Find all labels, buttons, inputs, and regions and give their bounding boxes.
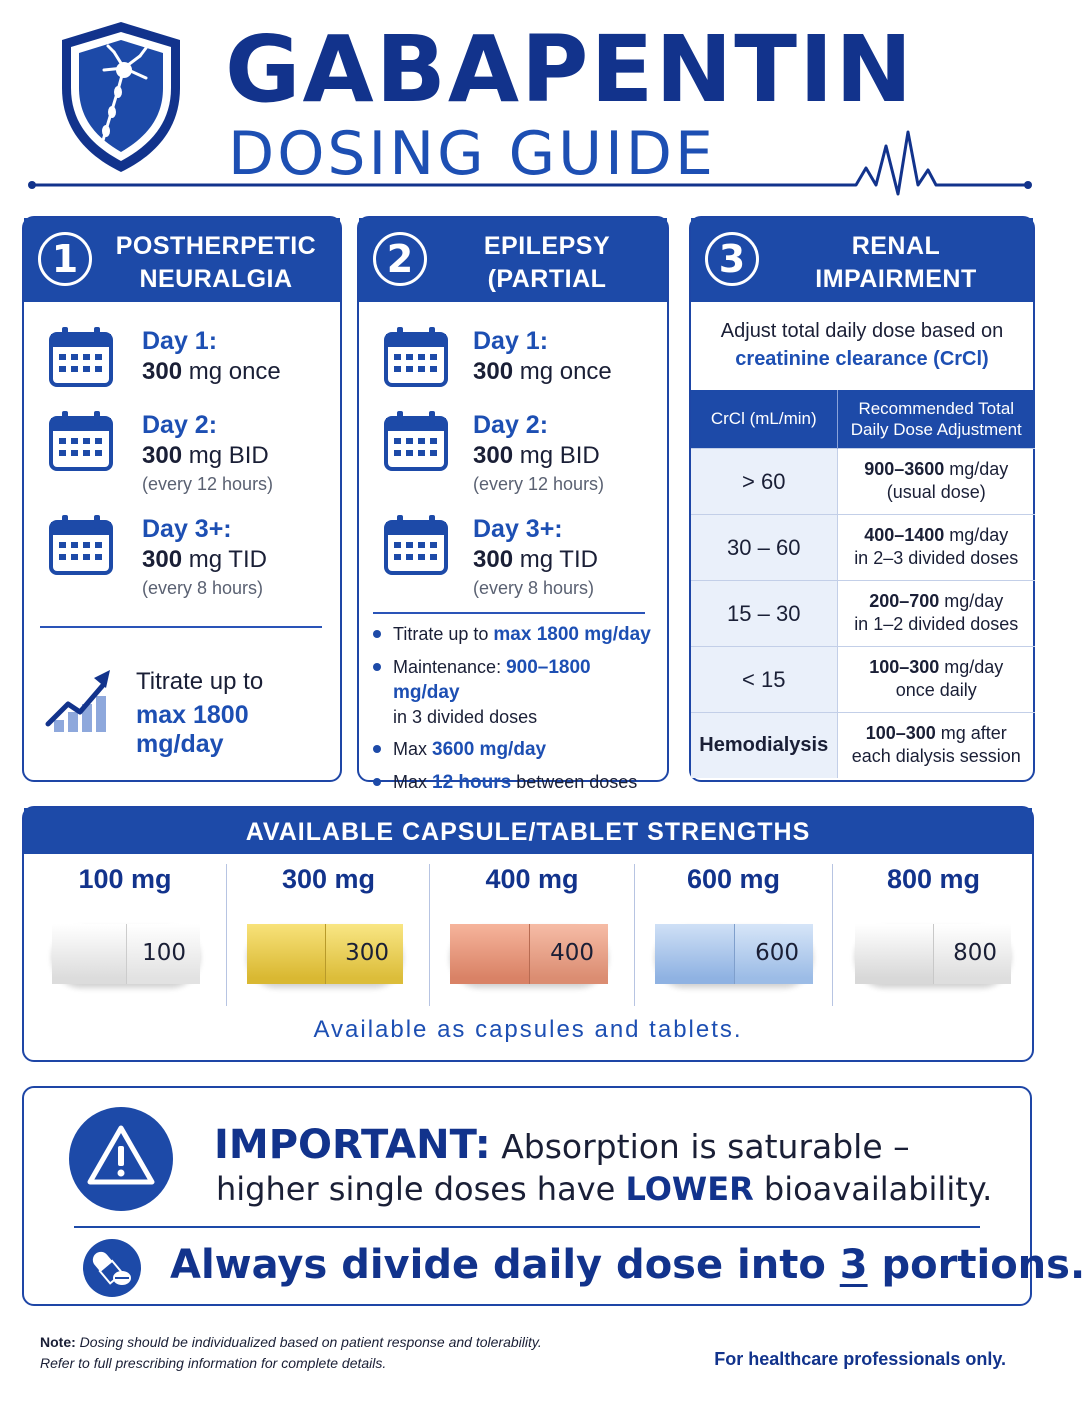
heartbeat-line (28, 128, 1032, 198)
card-postherpetic-neuralgia (22, 216, 342, 782)
capsule-600-icon (655, 924, 813, 984)
strength-item (227, 864, 430, 1006)
strengths-panel (22, 806, 1034, 1062)
capsule-half (450, 924, 529, 984)
epilepsy-bullet-list (371, 622, 657, 803)
strength-item (833, 864, 1034, 1006)
list-item: Titrate up to max 1800 mg/day (371, 622, 657, 647)
divider (74, 1226, 980, 1228)
strengths-note: Available as capsules and tablets. (313, 1016, 743, 1043)
divide-dose-text: Always divide daily dose into 3 portions. (170, 1242, 1085, 1288)
step-dose: 300 mg once (142, 358, 281, 385)
footer-audience: For healthcare professionals only. (714, 1349, 1006, 1369)
table-row (691, 448, 1035, 514)
calendar-icon (383, 410, 449, 472)
strength-item (430, 864, 634, 1006)
important-callout (22, 1086, 1085, 1306)
capsule-imprint: 100 (142, 940, 186, 966)
strengths-heading: AVAILABLE CAPSULE/TABLET STRENGTHS (24, 808, 1032, 854)
card-title: EPILEPSY (PARTIAL SEIZURES) (478, 232, 616, 326)
card-title: RENAL IMPAIRMENT (815, 232, 977, 293)
warning-icon (68, 1106, 174, 1212)
dose-cell: 100–300 mg/day once daily (837, 646, 1035, 712)
step-dose: 300 mg once (473, 358, 612, 385)
capsule-400-icon (450, 924, 608, 984)
list-item: Max 3600 mg/day (371, 737, 657, 762)
renal-intro-crcl: creatinine clearance (CrCl) (735, 348, 989, 370)
step-day: Day 1: (142, 327, 218, 355)
strength-label: 800 mg (886, 864, 981, 894)
page-title: GABAPENTIN (225, 16, 915, 123)
dosing-step (359, 514, 667, 614)
strength-item (635, 864, 832, 1006)
strength-label: 100 mg (78, 864, 172, 894)
table-row (691, 712, 1035, 778)
strength-label: 300 mg (281, 864, 376, 894)
step-note: (every 12 hours) (142, 474, 274, 494)
step-day: Day 2: (142, 411, 218, 439)
footer-note: Note: Dosing should be individualized based on patient response and tolerability. Refer to full prescribing information for complete details. (40, 1334, 542, 1371)
table-row (691, 580, 1035, 646)
step-dose: 300 mg BID (142, 442, 269, 469)
step-day: Day 2: (473, 411, 549, 439)
table-row (691, 646, 1035, 712)
step-day: Day 1: (473, 327, 549, 355)
step-note: (every 8 hours) (473, 578, 595, 598)
capsule-half (855, 924, 933, 984)
card-number: 2 (373, 232, 427, 286)
card-number: 3 (705, 232, 759, 286)
capsule-half (655, 924, 734, 984)
step-note: (every 12 hours) (473, 474, 605, 494)
dosing-step (24, 514, 340, 614)
capsule-imprint: 300 (345, 940, 389, 966)
crcl-cell: Hemodialysis (691, 712, 837, 778)
header (0, 0, 1056, 200)
dose-cell: 400–1400 mg/day in 2–3 divided doses (837, 514, 1035, 580)
dose-cell: 200–700 mg/day in 1–2 divided doses (837, 580, 1035, 646)
crcl-cell: 30 – 60 (691, 514, 837, 580)
step-day: Day 3+: (142, 515, 232, 543)
capsule-300-icon (247, 924, 403, 984)
dosing-step (24, 410, 340, 510)
step-day: Day 3+: (473, 515, 563, 543)
titrate-max: max 1800 mg/day (136, 701, 249, 758)
capsule-100-icon (52, 924, 200, 984)
column-header: Recommended Total Daily Dose Adjustment (837, 390, 1035, 448)
renal-intro: Adjust total daily dose based on (720, 320, 1004, 342)
column-header: CrCl (mL/min) (691, 390, 837, 448)
crcl-table (691, 390, 1035, 778)
page-subtitle: DOSING GUIDE (228, 119, 716, 189)
calendar-icon (383, 326, 449, 388)
capsule-imprint: 800 (953, 940, 997, 966)
list-item: Max 12 hours between doses (371, 770, 657, 795)
capsule-half (247, 924, 325, 984)
step-note: (every 8 hours) (142, 578, 264, 598)
calendar-icon (48, 410, 114, 472)
crcl-cell: < 15 (691, 646, 837, 712)
card-header (691, 218, 1033, 302)
table-row (691, 514, 1035, 580)
strength-label: 400 mg (485, 864, 579, 894)
strength-label: 600 mg (686, 864, 781, 894)
capsule-imprint: 400 (550, 940, 594, 966)
card-title: POSTHERPETIC NEURALGIA (115, 232, 317, 293)
calendar-icon (48, 514, 114, 576)
capsule-imprint: 600 (755, 940, 799, 966)
list-item: Maintenance: 900–1800 mg/day in 3 divided doses (371, 655, 657, 729)
step-dose: 300 mg TID (473, 546, 598, 573)
divider (373, 612, 645, 614)
calendar-icon (48, 326, 114, 388)
crcl-cell: > 60 (691, 448, 837, 514)
calendar-icon (383, 514, 449, 576)
important-text: IMPORTANT: Absorption is saturable – (214, 1122, 910, 1168)
card-header (359, 218, 667, 326)
step-dose: 300 mg TID (142, 546, 267, 573)
dose-cell: 100–300 mg after each dialysis session (837, 712, 1035, 778)
pills-icon (82, 1238, 142, 1298)
titrate-text: Titrate up to (136, 668, 264, 695)
dosing-step (359, 410, 667, 510)
table-header-row (691, 390, 1035, 448)
capsule-800-icon (855, 924, 1011, 984)
capsule-half (52, 924, 126, 984)
card-number: 1 (38, 232, 92, 286)
step-dose: 300 mg BID (473, 442, 600, 469)
card-renal-impairment (689, 216, 1035, 782)
card-epilepsy (357, 216, 669, 793)
strength-item (24, 864, 226, 1006)
crcl-cell: 15 – 30 (691, 580, 837, 646)
trend-up-icon (46, 664, 112, 734)
card-header (24, 218, 340, 302)
dose-cell: 900–3600 mg/day (usual dose) (837, 448, 1035, 514)
important-text: higher single doses have LOWER bioavailability. (216, 1170, 993, 1208)
divider (40, 626, 322, 628)
